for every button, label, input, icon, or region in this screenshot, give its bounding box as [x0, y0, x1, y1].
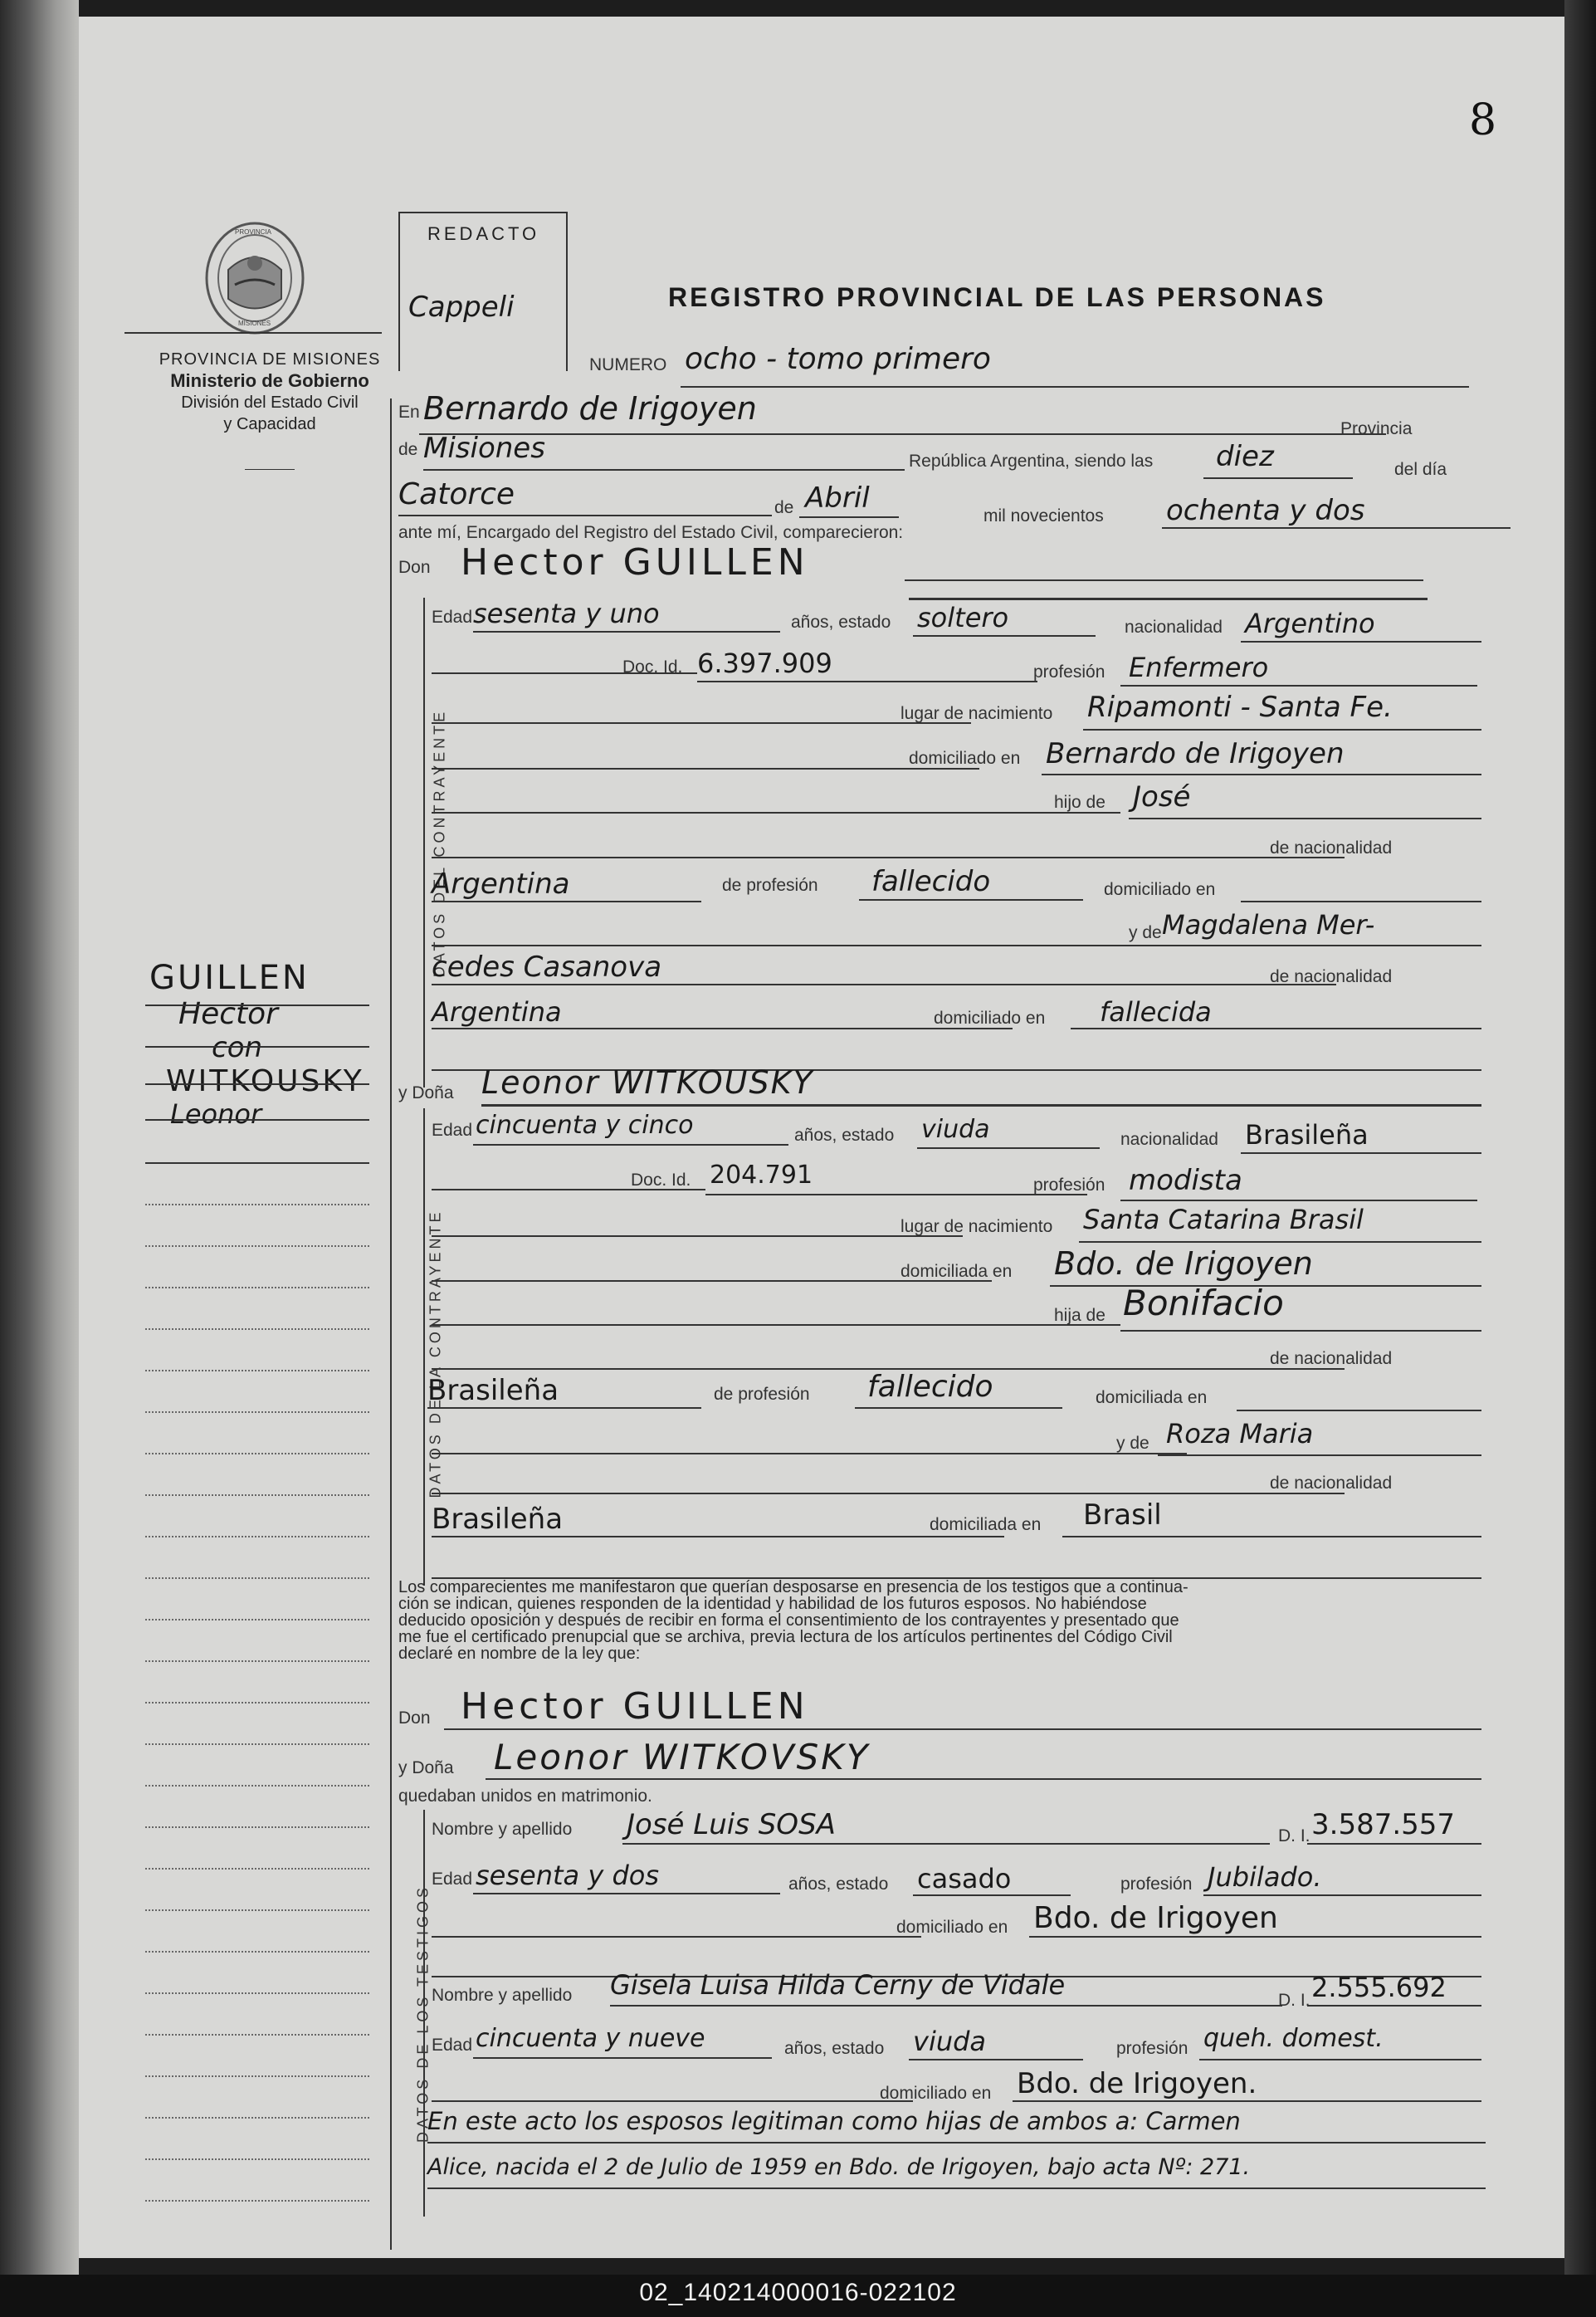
- book-cover-edge: [1564, 0, 1596, 2291]
- c-nac-value: Argentino: [1245, 608, 1375, 639]
- t2-edad-value: cincuenta y nueve: [476, 2024, 705, 2053]
- f-lugar-value: Santa Catarina Brasil: [1083, 1204, 1364, 1235]
- province-name: PROVINCIA DE MISIONES: [159, 350, 381, 369]
- f-estado-value: viuda: [921, 1115, 990, 1144]
- statement-line-3: deducido oposición y después de recibir en forma el consentimiento de los contrayentes y presentado que: [398, 1611, 1179, 1630]
- scan-footer-code: 02_140214000016-022102: [639, 2279, 957, 2306]
- t2-nombre-label: Nombre y apellido: [432, 1986, 573, 2005]
- f-de-nac-label: de nacionalidad: [1270, 1349, 1393, 1368]
- book-binding: [0, 0, 79, 2275]
- f-madre-value: Roza Maria: [1166, 1418, 1314, 1449]
- t2-prof-value: queh. domest.: [1203, 2024, 1384, 2053]
- f-de-prof-label: de profesión: [714, 1385, 810, 1404]
- c-estado-value: soltero: [917, 602, 1009, 633]
- redacto-stamp: [398, 212, 568, 371]
- f-padre-nac-value: Brasileña: [427, 1374, 559, 1407]
- c-padre-prof-value: fallecido: [871, 865, 991, 898]
- register-page: [79, 17, 1564, 2258]
- page-number: 8: [1469, 95, 1497, 145]
- t1-nombre-label: Nombre y apellido: [432, 1820, 573, 1839]
- annotation-line-1: En este acto los esposos legitiman como hijas de ambos a: Carmen: [427, 2107, 1241, 2135]
- f-prof-value: modista: [1129, 1164, 1242, 1197]
- f-dom-value: Bdo. de Irigoyen: [1054, 1245, 1313, 1282]
- f-madre-dom-value: Brasil: [1083, 1498, 1162, 1532]
- anio-value: ochenta y dos: [1166, 494, 1365, 527]
- testigos-side-label: DATOS DE LOS TESTIGOS: [414, 1884, 432, 2143]
- en-value: Bernardo de Irigoyen: [423, 390, 757, 427]
- seal-bottom-text: MISIONES: [238, 320, 271, 327]
- provincial-seal: [203, 220, 307, 336]
- c-anios-label: años, estado: [791, 613, 891, 632]
- f-edad-value: cincuenta y cinco: [476, 1111, 694, 1140]
- numero-value: ocho - tomo primero: [685, 342, 991, 376]
- dia-value: Catorce: [398, 477, 515, 511]
- dona-label: y Doña: [398, 1083, 454, 1102]
- c-madre-dom-value: fallecida: [1100, 996, 1212, 1028]
- c-hijo-label: hijo de: [1054, 793, 1105, 812]
- c-dom-label: domiciliado en: [909, 749, 1021, 768]
- de-value: Misiones: [423, 432, 545, 465]
- f-edad-label: Edad: [432, 1121, 473, 1140]
- redacto-label: REDACTO: [427, 223, 540, 244]
- statement-don-value: Hector GUILLEN: [461, 1685, 809, 1728]
- republica-label: República Argentina, siendo las: [909, 452, 1154, 471]
- margin-con: con: [212, 1031, 263, 1064]
- stamp-signature: Cappeli: [408, 291, 515, 324]
- c-edad-label: Edad: [432, 608, 473, 627]
- c-y-de-label: y de: [1129, 923, 1162, 942]
- c-madre-b: cedes Casanova: [432, 951, 662, 984]
- mes-value: Abril: [805, 481, 870, 515]
- hora-value: diez: [1216, 440, 1274, 473]
- register-title: REGISTRO PROVINCIAL DE LAS PERSONAS: [668, 282, 1326, 312]
- c-madre-nac-value: Argentina: [432, 996, 562, 1028]
- f-padre-value: Bonifacio: [1123, 1283, 1284, 1323]
- capacity-name: y Capacidad: [223, 415, 316, 433]
- f-dom-en-label: domiciliada en: [1096, 1388, 1208, 1407]
- f-doc-value: 204.791: [710, 1161, 813, 1190]
- t2-di-label: D. I.: [1278, 1991, 1310, 2010]
- c-padre-value: José: [1133, 780, 1191, 814]
- annotation-line-2: Alice, nacida el 2 de Julio de 1959 en Bdo. de Irigoyen, bajo acta Nº: 271.: [427, 2154, 1251, 2180]
- f-prof-label: profesión: [1033, 1176, 1105, 1195]
- f-nac-label: nacionalidad: [1120, 1130, 1218, 1149]
- t1-anios-label: años, estado: [788, 1875, 889, 1894]
- c-lugar-label: lugar de nacimiento: [900, 704, 1053, 723]
- en-label: En: [398, 403, 420, 422]
- statement-line-4: me fue el certificado prenupcial que se archiva, previa lectura de los artículos pertinentes del Código Civil: [398, 1628, 1173, 1646]
- c-de-nac2-label: de nacionalidad: [1270, 967, 1393, 986]
- t2-prof-label: profesión: [1116, 2039, 1188, 2058]
- t2-anios-label: años, estado: [784, 2039, 885, 2058]
- statement-unidos: quedaban unidos en matrimonio.: [398, 1787, 652, 1806]
- t1-estado-value: casado: [917, 1863, 1012, 1894]
- t2-dom-label: domiciliado en: [880, 2084, 992, 2103]
- c-prof-value: Enfermero: [1129, 652, 1269, 683]
- don-value: Hector GUILLEN: [461, 541, 809, 584]
- margin-name-1: Hector: [178, 997, 278, 1031]
- f-madre-nac-value: Brasileña: [432, 1503, 564, 1536]
- t1-dom-label: domiciliado en: [896, 1918, 1008, 1937]
- de-label: de: [398, 440, 418, 459]
- c-doc-value: 6.397.909: [697, 648, 832, 679]
- t1-edad-value: sesenta y dos: [476, 1860, 659, 1891]
- ante-label: ante mí, Encargado del Registro del Estado Civil, comparecieron:: [398, 523, 904, 542]
- t1-edad-label: Edad: [432, 1870, 473, 1889]
- c-dom-en-label: domiciliado en: [1104, 880, 1216, 899]
- statement-dona-label: y Doña: [398, 1758, 454, 1777]
- division-name: División del Estado Civil: [181, 393, 359, 412]
- t1-di-value: 3.587.557: [1311, 1808, 1456, 1841]
- f-dom2-label: domiciliada en: [930, 1515, 1042, 1534]
- contrayente-f-side-label: DATOS DE LA CONTRAYENTE: [427, 1209, 444, 1498]
- t1-di-label: D. I.: [1278, 1826, 1310, 1845]
- t2-dom-value: Bdo. de Irigoyen.: [1017, 2067, 1257, 2100]
- c-lugar-value: Ripamonti - Santa Fe.: [1087, 691, 1393, 724]
- c-de-prof-label: de profesión: [722, 876, 818, 895]
- statement-line-2: ción se indican, quienes responden de la identidad y habilidad de los futuros esposos. No habiéndose: [398, 1595, 1147, 1613]
- statement-line-5: declaré en nombre de la ley que:: [398, 1645, 641, 1663]
- c-dom2-label: domiciliado en: [934, 1009, 1046, 1028]
- c-edad-value: sesenta y uno: [473, 598, 660, 629]
- margin-surname-1: GUILLEN: [149, 959, 310, 997]
- c-dom-value: Bernardo de Irigoyen: [1046, 737, 1345, 770]
- ministry-name: Ministerio de Gobierno: [170, 370, 369, 391]
- c-nac-label: nacionalidad: [1125, 618, 1223, 637]
- f-lugar-label: lugar de nacimiento: [900, 1217, 1053, 1236]
- statement-dona-value: Leonor WITKOVSKY: [494, 1737, 871, 1777]
- t2-nombre-value: Gisela Luisa Hilda Cerny de Vidale: [610, 1969, 1066, 2001]
- f-dom-label: domiciliada en: [900, 1262, 1013, 1281]
- f-hija-label: hija de: [1054, 1306, 1105, 1325]
- f-padre-prof-value: fallecido: [867, 1370, 993, 1404]
- t2-edad-label: Edad: [432, 2036, 473, 2055]
- f-nac-value: Brasileña: [1245, 1119, 1369, 1151]
- header-left: [129, 349, 411, 435]
- f-doc-label: Doc. Id.: [631, 1171, 691, 1190]
- dona-value: Leonor WITKOUSKY: [481, 1064, 814, 1101]
- f-anios-label: años, estado: [794, 1126, 895, 1145]
- statement-line-1: Los comparecientes me manifestaron que querían desposarse en presencia de los testigos que a continua-: [398, 1578, 1188, 1596]
- provincia-label: Provincia: [1340, 419, 1413, 438]
- t1-prof-value: Jubilado.: [1208, 1861, 1322, 1893]
- de2-label: de: [774, 498, 794, 517]
- t1-prof-label: profesión: [1120, 1875, 1193, 1894]
- margin-surname-2: WITKOUSKY: [166, 1064, 364, 1098]
- c-doc-label: Doc. Id.: [622, 657, 683, 677]
- c-padre-nac-value: Argentina: [432, 868, 570, 901]
- margin-name-2: Leonor: [170, 1098, 262, 1130]
- statement-don-label: Don: [398, 1708, 431, 1728]
- t1-nombre-value: José Luis SOSA: [627, 1808, 836, 1841]
- f-de-nac2-label: de nacionalidad: [1270, 1474, 1393, 1493]
- don-label: Don: [398, 558, 431, 577]
- c-de-nac-label: de nacionalidad: [1270, 838, 1393, 858]
- c-madre-a: Magdalena Mer-: [1162, 909, 1375, 941]
- mil-label: mil novecientos: [983, 506, 1104, 525]
- f-y-de-label: y de: [1116, 1434, 1149, 1453]
- seal-top-text: PROVINCIA: [235, 228, 272, 236]
- contrayente-side-label: DATOS DEL CONTRAYENTE: [431, 708, 448, 978]
- t2-di-value: 2.555.692: [1311, 1972, 1447, 2003]
- statement-paragraph: [398, 1579, 1502, 1662]
- margin-note: [120, 959, 394, 1130]
- t2-estado-value: viuda: [913, 2026, 987, 2057]
- numero-label: NUMERO: [589, 355, 667, 374]
- del-dia-label: del día: [1394, 460, 1447, 479]
- c-prof-label: profesión: [1033, 662, 1105, 682]
- t1-dom-value: Bdo. de Irigoyen: [1033, 1901, 1278, 1935]
